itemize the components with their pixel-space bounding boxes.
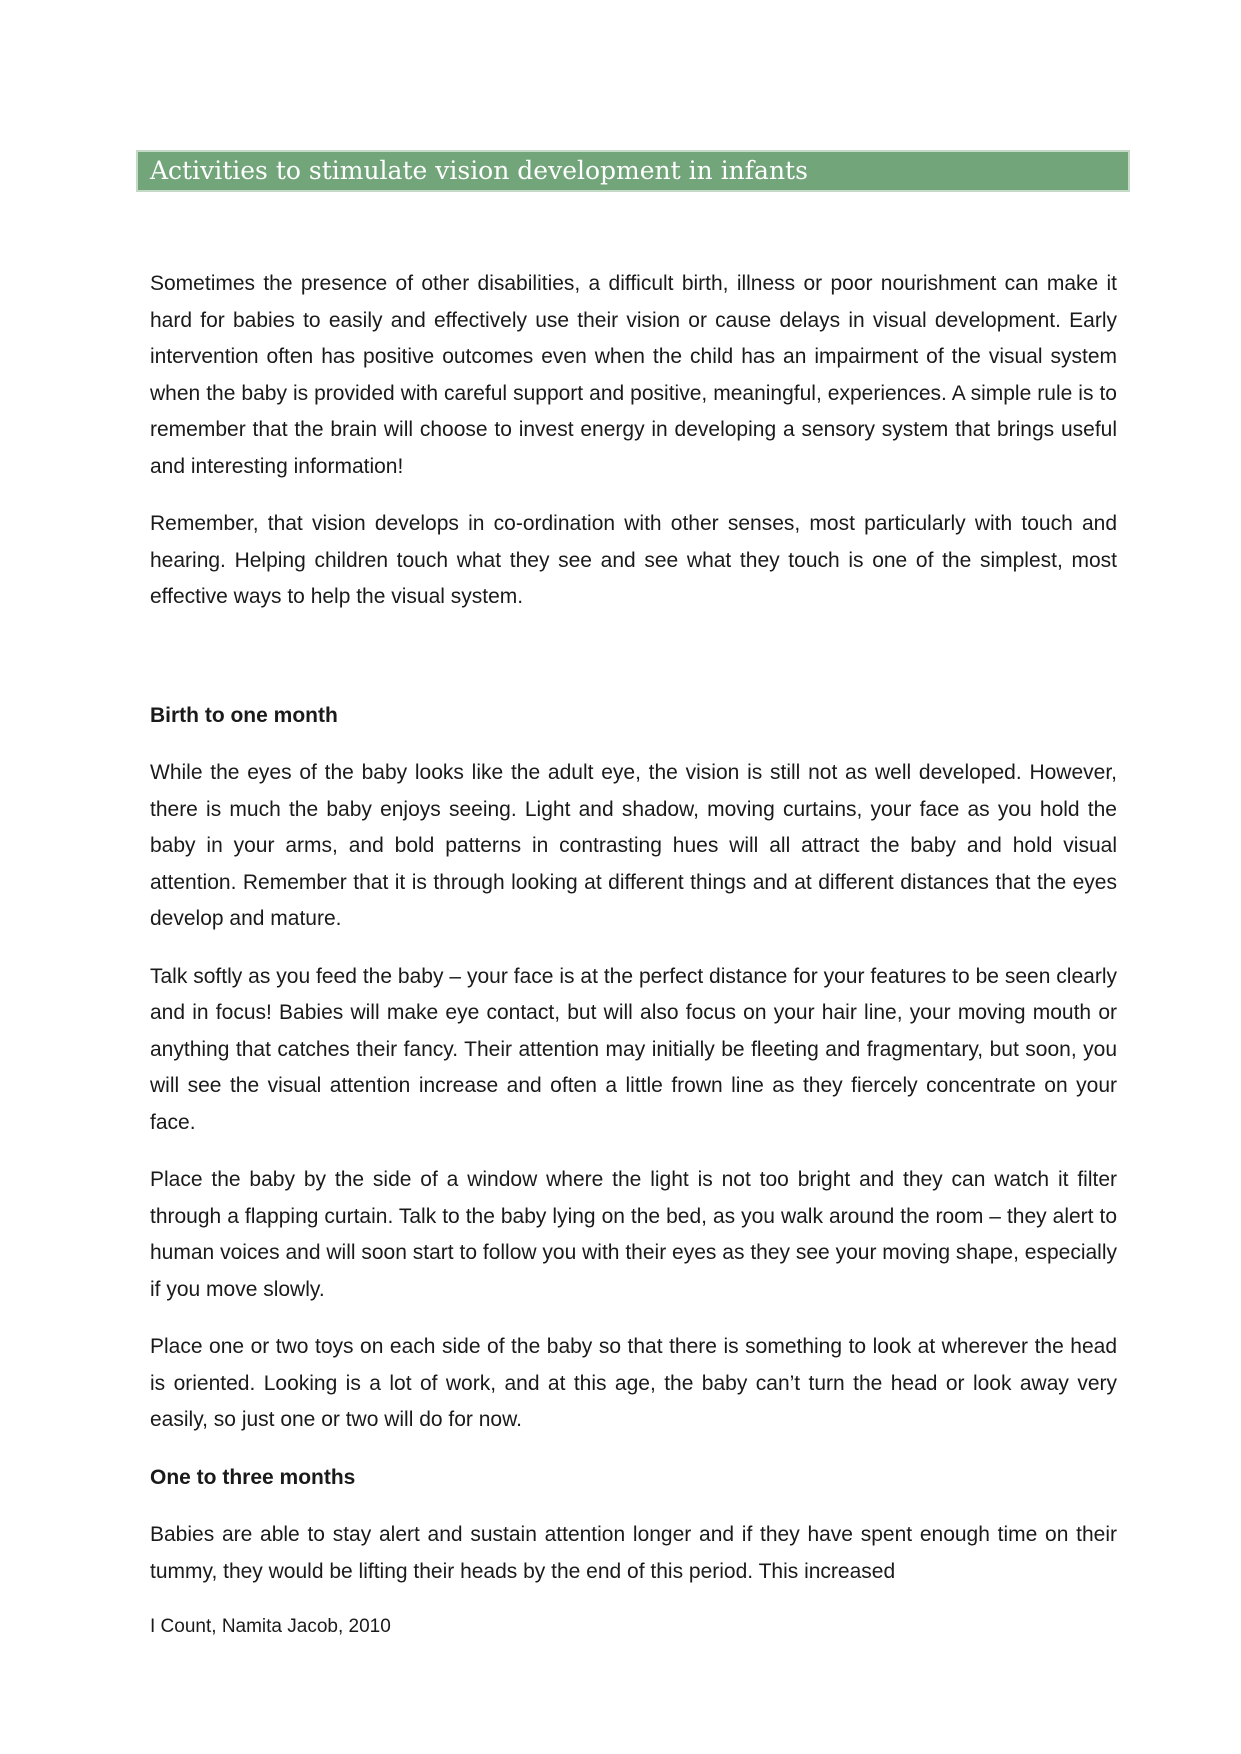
document-body xyxy=(150,266,1117,1590)
body-paragraph: Babies are able to stay alert and sustain attention longer and if they have spent enough time on their tummy, they would be lifting their heads by the end of this period. This increased xyxy=(150,1523,1117,1583)
section-heading-one-to-three-months: One to three months xyxy=(150,1465,356,1489)
body-paragraph: While the eyes of the baby looks like the adult eye, the vision is still not as well developed. However, there is much the baby enjoys seeing. Light and shadow, moving curtains, your face as you hold the baby in your arms, and bold patterns in contrasting hues will all attract the baby and hold visual attention. Remember that it is through looking at different things and at different distances that the eyes develop and mature. xyxy=(150,761,1117,930)
section-heading-birth-to-one-month: Birth to one month xyxy=(150,703,338,727)
intro-paragraph: Sometimes the presence of other disabilities, a difficult birth, illness or poor nourishment can make it hard for babies to easily and effectively use their vision or cause delays in visual development. Early intervention often has positive outcomes even when the child has an impairment of the visual system when the baby is provided with careful support and positive, meaningful, experiences. A simple rule is to remember that the brain will choose to invest energy in developing a sensory system that brings useful and interesting information! xyxy=(150,272,1117,478)
body-paragraph: Place one or two toys on each side of the baby so that there is something to look at wherever the head is oriented. Looking is a lot of work, and at this age, the baby can’t turn the head or look away very easily, so just one or two will do for now. xyxy=(150,1335,1117,1431)
body-paragraph: Place the baby by the side of a window where the light is not too bright and they can watch it filter through a flapping curtain. Talk to the baby lying on the bed, as you walk around the room – they alert to human voices and will soon start to follow you with their eyes as they see your moving shape, especially if you move slowly. xyxy=(150,1168,1117,1301)
title-banner xyxy=(136,150,1130,192)
body-paragraph: Talk softly as you feed the baby – your face is at the perfect distance for your features to be seen clearly and in focus! Babies will make eye contact, but will also focus on your hair line, your moving mouth or anything that catches their fancy. Their attention may initially be fleeting and fragmentary, but soon, you will see the visual attention increase and often a little frown line as they fiercely concentrate on your face. xyxy=(150,964,1117,1134)
intro-paragraph: Remember, that vision develops in co-ordination with other senses, most particularly with touch and hearing. Helping children touch what they see and see what they touch is one of the simplest, most effective ways to help the visual system. xyxy=(150,512,1117,608)
page-title: Activities to stimulate vision development in infants xyxy=(150,156,808,185)
page-footer: I Count, Namita Jacob, 2010 xyxy=(150,1616,391,1637)
